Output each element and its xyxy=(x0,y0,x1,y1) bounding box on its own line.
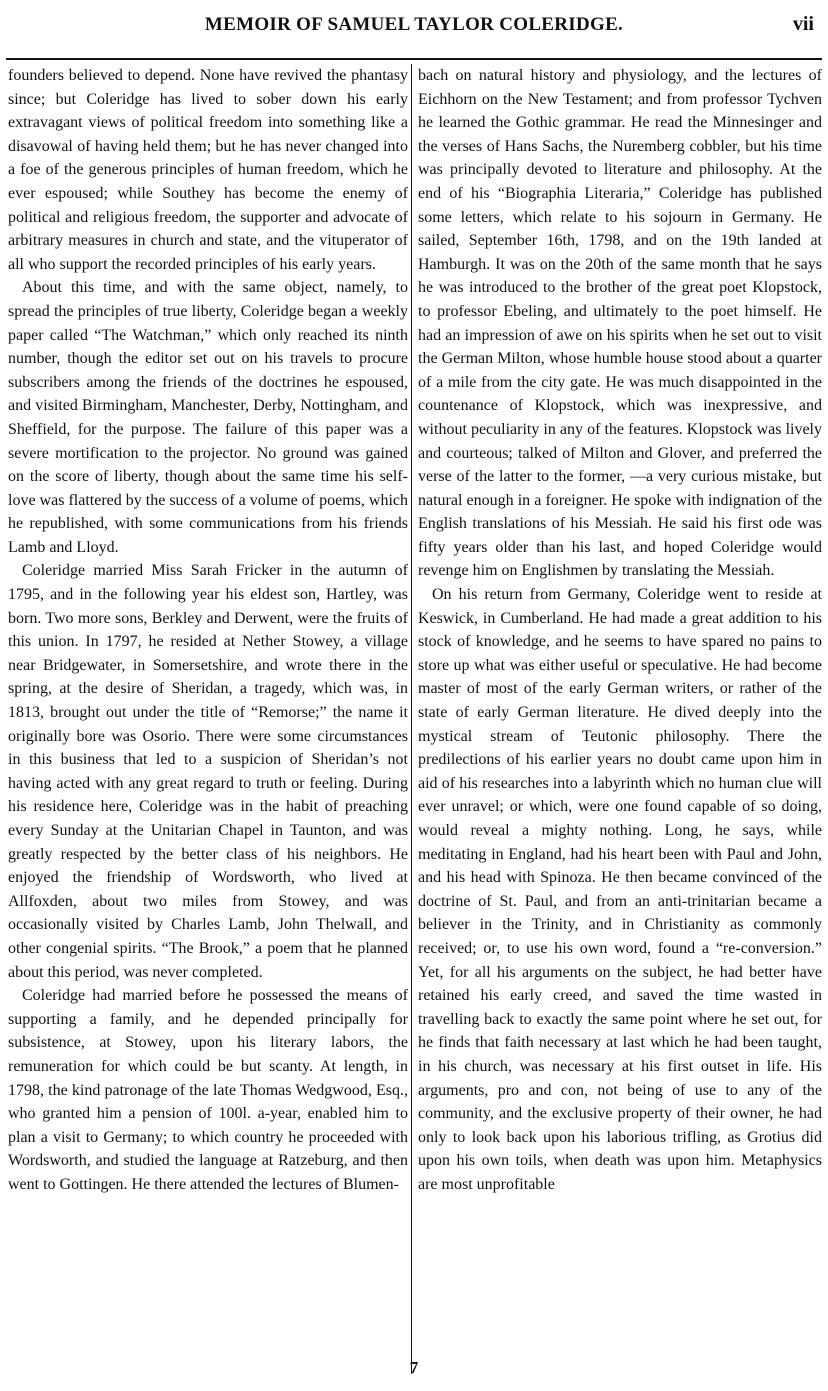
running-title: MEMOIR OF SAMUEL TAYLOR COLERIDGE. xyxy=(204,14,624,35)
paragraph: founders believed to depend. None have revived the phantasy since; but Coleridge has lived to sober down his early extravagant views of political freedom into something like a disavowal of having held them; but he has never changed into a foe of the generous principles of human freedom, which he ever espoused; while Southey has become the enemy of political and religious freedom, the supporter and advocate of arbitrary measures in church and state, and the vituperator of all who support the recorded principles of his early years. xyxy=(8,67,408,273)
header-rule xyxy=(6,58,822,60)
page-header xyxy=(0,0,828,60)
paragraph: bach on natural history and physiology, and the lectures of Eichhorn on the New Testament; and from professor Tychven he learned the Gothic grammar. He read the Minnesinger and the verses of Hans Sachs, the Nuremberg cobbler, but his time was principally devoted to literature and philosophy. At the end of his “Biographia Literaria,” Coleridge has published some letters, which relate to his sojourn in Germany. He sailed, September 16th, 1798, and on the 19th landed at Hamburgh. It was on the 20th of the same month that he says he was introduced to the brother of the great poet Klopstock, to professor Ebeling, and ultimately to the poet himself. He had an impression of awe on his spirits when he set out to visit the German Milton, whose humble house stood about a quarter of a mile from the city gate. He was much disappointed in the countenance of Klopstock, which was inexpressive, and without peculiarity in any of the features. Klopstock was lively and courteous; talked of Milton and Glover, and preferred the verse of the latter to the former, —a very curious mistake, but natural enough in a foreigner. He spoke with indignation of the English translations of his Messiah. He said his first ode was fifty years older than his last, and hoped Coleridge would revenge him on Englishmen by translating the Messiah. xyxy=(418,67,822,580)
paragraph: Coleridge had married before he possessed the means of supporting a family, and he depended principally for subsistence, at Stowey, upon his literary labors, the remuneration for which could be but scanty. At length, in 1798, the kind patronage of the late Thomas Wedgwood, Esq., who granted him a pension of 100l. a-year, enabled him to plan a visit to Germany; to which country he proceeded with Wordsworth, and studied the language at Ratzeburg, and then went to Gottingen. He there attended the lectures of Blumen- xyxy=(8,987,408,1193)
page-number-roman: vii xyxy=(792,13,814,35)
paragraph: Coleridge married Miss Sarah Fricker in the autumn of 1795, and in the following year his eldest son, Hartley, was born. Two more sons, Berkley and Derwent, were the fruits of this union. In 1797, he resided at Nether Stowey, a village near Bridgewater, in Somersetshire, and wrote there in the spring, at the desire of Sheridan, a tragedy, which was, in 1813, brought out under the title of “Remorse;” the name it originally bore was Osorio. There were some circumstances in this business that led to a suspicion of Sheridan’s not having acted with any great regard to truth or feeling. During his residence here, Coleridge was in the habit of preaching every Sunday at the Unitarian Chapel in Taunton, and was greatly respected by the better class of his neighbors. He enjoyed the friendship of Wordsworth, who lived at Allfoxden, about two miles from Stowey, and was occasionally visited by Charles Lamb, John Thelwall, and other congenial spirits. “The Brook,” a poem that he planned about this period, was never completed. xyxy=(8,562,408,981)
paragraph: About this time, and with the same object, namely, to spread the principles of true liberty, Coleridge began a weekly paper called “The Watchman,” which only reached its ninth number, though the editor set out on his travels to procure subscribers among the friends of the doctrines he espoused, and visited Birmingham, Manchester, Derby, Nottingham, and Sheffield, for the purpose. The failure of this paper was a severe mortification to the projector. No ground was gained on the score of liberty, though about the same time his self-love was flattered by the success of a volume of poems, which he republished, with some communications from his friends Lamb and Lloyd. xyxy=(8,279,408,556)
column-divider xyxy=(411,64,412,1374)
paragraph: On his return from Germany, Coleridge went to reside at Keswick, in Cumberland. He had made a great addition to his stock of knowledge, and he seems to have spared no pains to store up what was either useful or speculative. He had become master of most of the early German writers, or rather of the state of early German literature. He dived deeply into the mystical stream of Teutonic philosophy. There the predilections of his earlier years no doubt came upon him in aid of his researches into a labyrinth which no human clue will ever unravel; or which, were one found capable of so doing, would reveal a mighty nothing. Long, he says, while meditating in England, had his heart been with Paul and John, and his head with Spinoza. He then became convinced of the doctrine of St. Paul, and from an anti-trinitarian became a believer in the Trinity, and in Christianity as commonly received; or, to use his own word, found a “re-conversion.” Yet, for all his arguments on the subject, he had better have retained his early creed, and saved the time wasted in travelling back to exactly the same point where he set out, for he finds that faith necessary at last which he had been taught, in his church, was necessary at his first outset in life. His arguments, pro and con, not being of use to any of the community, and the exclusive property of their owner, he had only to look back upon his laborious trifling, as Grotius did upon his own toils, when death was upon him. Metaphysics are most unprofitable xyxy=(418,586,822,1193)
right-column xyxy=(418,64,822,1197)
page-folio: 7 xyxy=(409,1358,419,1377)
left-column xyxy=(8,64,408,1197)
